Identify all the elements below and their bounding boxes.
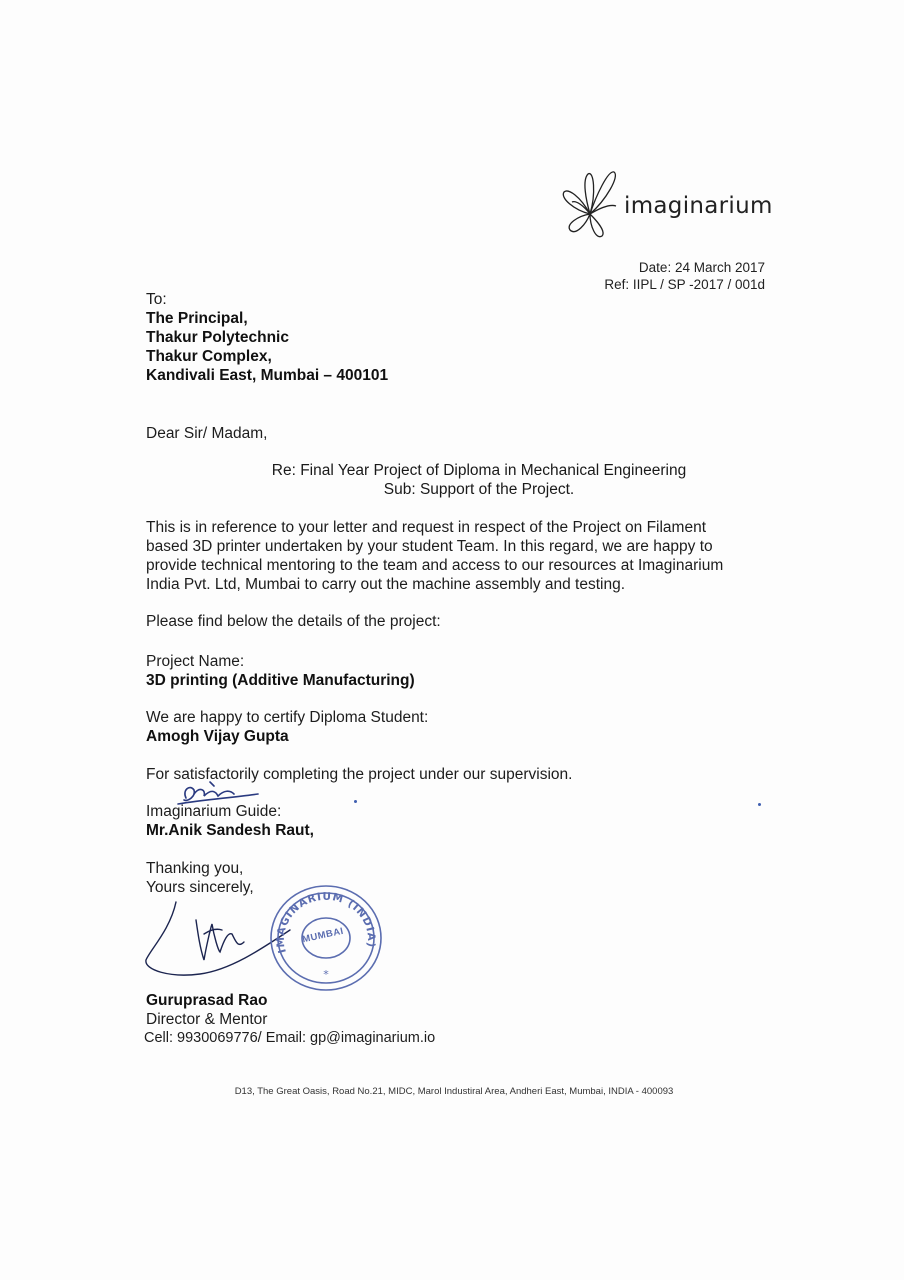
guide-name: Mr.Anik Sandesh Raut, xyxy=(146,822,314,839)
footer-address: D13, The Great Oasis, Road No.21, MIDC, Marol Industiral Area, Andheri East, Mumbai, INDIA - 400093 xyxy=(234,1086,674,1097)
recipient-line-4: Kandivali East, Mumbai – 400101 xyxy=(146,367,389,384)
body-paragraph-1 xyxy=(146,518,776,594)
company-logo xyxy=(560,166,773,240)
subject-sub: Sub: Support of the Project. xyxy=(383,481,575,498)
subject-re: Re: Final Year Project of Diploma in Mechanical Engineering xyxy=(271,462,687,479)
paragraph-line: This is in reference to your letter and request in respect of the Project on Filament xyxy=(146,519,706,536)
to-label: To: xyxy=(146,291,167,308)
project-label: Project Name: xyxy=(146,653,245,670)
body-paragraph-2: Please find below the details of the project: xyxy=(146,613,441,630)
recipient-line-2: Thakur Polytechnic xyxy=(146,329,289,346)
paragraph-line: based 3D printer undertaken by your student Team. In this regard, we are happy to xyxy=(146,538,713,555)
ink-dot xyxy=(758,803,761,806)
signatory-title: Director & Mentor xyxy=(146,1011,268,1028)
logo-wordmark: imaginarium xyxy=(624,193,773,219)
paragraph-line: India Pvt. Ltd, Mumbai to carry out the machine assembly and testing. xyxy=(146,576,626,593)
salutation: Dear Sir/ Madam, xyxy=(146,425,268,442)
closing-thanks: Thanking you, xyxy=(146,860,244,877)
student-name: Amogh Vijay Gupta xyxy=(146,728,289,745)
letter-reference: Ref: IIPL / SP -2017 / 001d xyxy=(604,277,765,292)
guide-label: Imaginarium Guide: xyxy=(146,803,282,820)
project-name: 3D printing (Additive Manufacturing) xyxy=(146,672,415,689)
subject-block xyxy=(146,461,812,499)
completion-statement: For satisfactorily completing the project under our supervision. xyxy=(146,766,573,783)
svg-text:*: * xyxy=(323,968,329,981)
certify-label: We are happy to certify Diploma Student: xyxy=(146,709,429,726)
closing-sincerely: Yours sincerely, xyxy=(146,879,254,896)
signatory-name: Guruprasad Rao xyxy=(146,992,268,1009)
recipient-line-3: Thakur Complex, xyxy=(146,348,272,365)
letter-date: Date: 24 March 2017 xyxy=(638,260,765,275)
recipient-line-1: The Principal, xyxy=(146,310,248,327)
stamp-inner-text: MUMBAI xyxy=(301,925,345,946)
ink-dot xyxy=(354,800,357,803)
company-stamp xyxy=(266,882,386,994)
butterfly-logo-icon xyxy=(560,166,624,240)
paragraph-line: provide technical mentoring to the team and access to our resources at Imaginarium xyxy=(146,557,724,574)
signatory-contact: Cell: 9930069776/ Email: gp@imaginarium.io xyxy=(144,1030,436,1046)
date-reference-block xyxy=(604,259,765,293)
svg-text:IMAGINARIUM (INDIA) PVT. LTD.: IMAGINARIUM (INDIA) xyxy=(274,890,378,955)
